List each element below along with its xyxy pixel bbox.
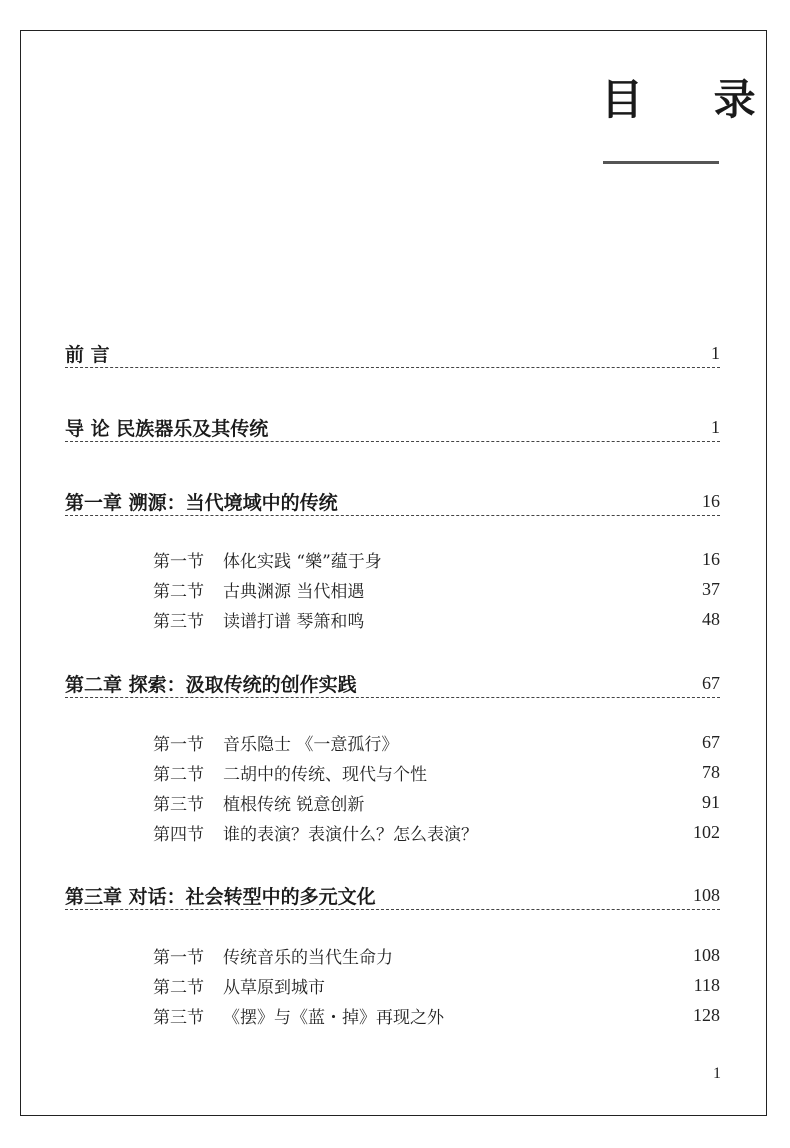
section-title: 音乐隐士 《一意孤行》 bbox=[223, 734, 399, 755]
section-page-number: 48 bbox=[702, 608, 720, 629]
toc-entry-section[interactable] bbox=[153, 728, 720, 756]
toc-entry-introduction[interactable] bbox=[65, 413, 720, 442]
chapter-label: 第一章 溯源：当代境域中的传统 bbox=[65, 491, 338, 514]
toc-entry-preface[interactable] bbox=[65, 339, 720, 368]
toc-entry-section[interactable] bbox=[153, 605, 720, 633]
section-title: 体化实践 “樂”蕴于身 bbox=[223, 551, 382, 572]
section-number: 第三节 bbox=[153, 794, 204, 815]
section-number: 第一节 bbox=[153, 947, 204, 968]
section-number: 第一节 bbox=[153, 551, 204, 572]
chapter-page-number: 16 bbox=[702, 490, 720, 511]
section-page-number: 128 bbox=[693, 1004, 720, 1025]
section-number: 第二节 bbox=[153, 764, 204, 785]
section-number: 第二节 bbox=[153, 581, 204, 602]
section-title: 传统音乐的当代生命力 bbox=[223, 947, 393, 968]
chapter-label: 第三章 对话：社会转型中的多元文化 bbox=[65, 885, 376, 908]
chapter-label: 第二章 探索：汲取传统的创作实践 bbox=[65, 673, 357, 696]
entry-label: 前 言 bbox=[65, 343, 110, 366]
section-title: 二胡中的传统、现代与个性 bbox=[223, 764, 427, 785]
section-number: 第三节 bbox=[153, 1007, 204, 1028]
section-page-number: 78 bbox=[702, 761, 720, 782]
section-page-number: 67 bbox=[702, 731, 720, 752]
entry-page-number: 1 bbox=[711, 416, 720, 437]
page-folio-number: 1 bbox=[713, 1065, 721, 1082]
chapter-page-number: 67 bbox=[702, 672, 720, 693]
section-number: 第二节 bbox=[153, 977, 204, 998]
section-number: 第一节 bbox=[153, 734, 204, 755]
toc-entry-chapter-1[interactable] bbox=[65, 487, 720, 516]
toc-entry-chapter-2[interactable] bbox=[65, 669, 720, 698]
section-number: 第四节 bbox=[153, 824, 204, 845]
page-title: 目 录 bbox=[601, 75, 784, 124]
toc-title-block bbox=[601, 75, 784, 124]
section-page-number: 108 bbox=[693, 944, 720, 965]
section-title: 读谱打谱 琴箫和鸣 bbox=[223, 611, 365, 632]
section-page-number: 37 bbox=[702, 578, 720, 599]
toc-entry-section[interactable] bbox=[153, 575, 720, 603]
toc-entry-section[interactable] bbox=[153, 1001, 720, 1029]
chapter-page-number: 108 bbox=[693, 884, 720, 905]
section-title: 从草原到城市 bbox=[223, 977, 325, 998]
toc-entry-section[interactable] bbox=[153, 971, 720, 999]
entry-page-number: 1 bbox=[711, 342, 720, 363]
section-title: 古典渊源 当代相遇 bbox=[223, 581, 365, 602]
section-title: 植根传统 锐意创新 bbox=[223, 794, 365, 815]
toc-entry-chapter-3[interactable] bbox=[65, 881, 720, 910]
toc-entry-section[interactable] bbox=[153, 818, 720, 846]
section-page-number: 102 bbox=[693, 821, 720, 842]
section-number: 第三节 bbox=[153, 611, 204, 632]
toc-entry-section[interactable] bbox=[153, 545, 720, 573]
section-page-number: 118 bbox=[693, 974, 720, 995]
entry-label: 导 论 民族器乐及其传统 bbox=[65, 417, 269, 440]
title-underline bbox=[603, 161, 719, 164]
toc-entry-section[interactable] bbox=[153, 788, 720, 816]
section-title: 《摆》与《蓝・掉》再现之外 bbox=[223, 1007, 444, 1028]
book-page bbox=[20, 30, 784, 1116]
section-page-number: 16 bbox=[702, 548, 720, 569]
section-page-number: 91 bbox=[702, 791, 720, 812]
toc-entry-section[interactable] bbox=[153, 758, 720, 786]
toc-entry-section[interactable] bbox=[153, 941, 720, 969]
section-title: 谁的表演？表演什么？怎么表演？ bbox=[223, 824, 478, 845]
